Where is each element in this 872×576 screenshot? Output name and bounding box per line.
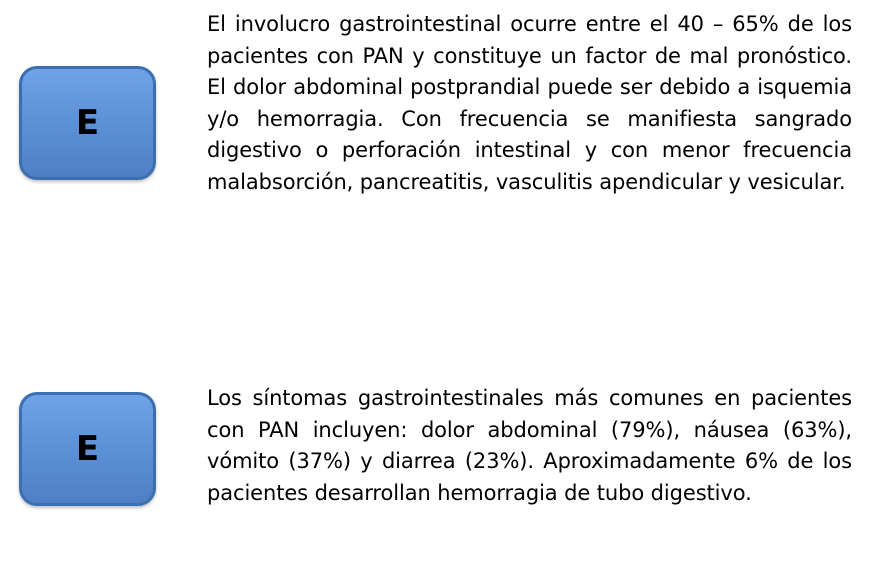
- evidence-text: Los síntomas gastrointestinales más comunes en pacientes con PAN incluyen: dolor abdominal (79%), náusea (63%), vómito (37%) y diarrea (23%). Aproximadamente 6% de los pacientes desarrollan hemorragia de tubo digestivo.: [207, 386, 852, 505]
- evidence-text: El involucro gastrointestinal ocurre entre el 40 – 65% de los pacientes con PAN y constituye un factor de mal pronóstico. El dolor abdominal postprandial puede ser debido a isquemia y/o hemorragia. Con frecuencia se manifiesta sangrado digestivo o perforación intestinal y con menor frecuencia malabsorción, pancreatitis, vasculitis apendicular y vesicular.: [207, 12, 852, 194]
- evidence-level-letter: E: [75, 429, 100, 469]
- evidence-level-letter: E: [75, 103, 100, 143]
- evidence-level-badge: [19, 392, 156, 506]
- evidence-level-badge: [19, 66, 156, 180]
